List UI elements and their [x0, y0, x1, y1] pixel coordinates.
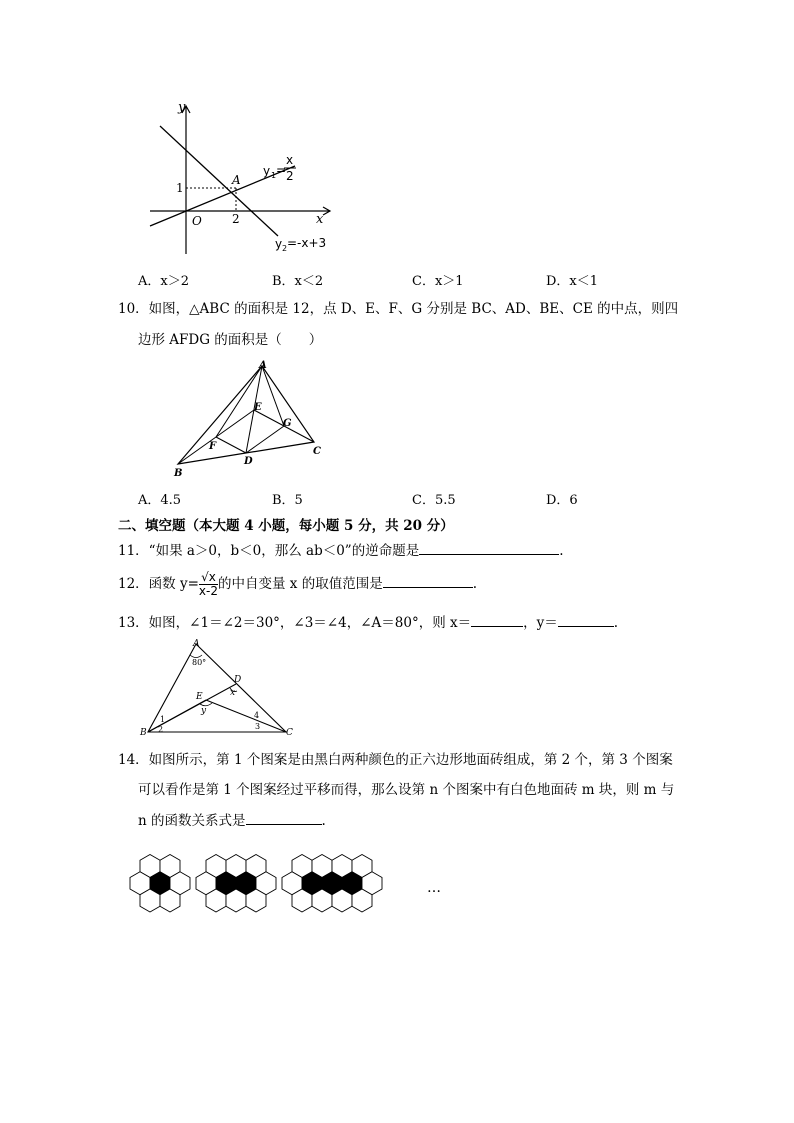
- q11: [118, 540, 564, 560]
- q14-end: .: [321, 813, 326, 829]
- q9-option-b: B．x＜2: [272, 274, 324, 289]
- label-f: F: [209, 441, 217, 452]
- label-angle-4: 4: [254, 711, 260, 720]
- label-d: D: [244, 456, 253, 467]
- q12: [118, 566, 477, 602]
- q12-answer-blank[interactable]: [383, 573, 473, 588]
- label-angle-3: 3: [255, 722, 261, 731]
- q14-line2: 可以看作是第 1 个图案经过平移而得，那么设第 n 个图案中有白色地面砖 m 块，则 m 与: [138, 782, 675, 798]
- q9-option-d: D．x＜1: [546, 274, 599, 289]
- q10-option-a: A．4.5: [138, 493, 182, 508]
- q13: [118, 612, 618, 632]
- y2-sub: 2: [282, 244, 288, 253]
- q14-line1: 14．如图所示，第 1 个图案是由黑白两种颜色的正六边形地面砖组成，第 2 个，第 3 个图案: [118, 752, 673, 768]
- q12-post: 的中自变量 x 的取值范围是: [218, 576, 383, 592]
- label-a: A: [259, 360, 267, 371]
- q14-line3-text: n 的函数关系式是: [138, 813, 246, 829]
- y2-eq: =-x+3: [287, 236, 327, 250]
- q9-option-a: A．x＞2: [138, 274, 189, 289]
- q13-triangle-figure: [138, 638, 298, 738]
- tick-1-label: 1: [176, 181, 184, 195]
- section-2-heading: 二、填空题（本大题 4 小题，每小题 5 分，共 20 分）: [118, 518, 454, 534]
- q13-text: 13．如图，∠1＝∠2＝30°，∠3＝∠4，∠A＝80°，则 x＝: [118, 615, 472, 631]
- q12-denominator: x-2: [198, 584, 218, 598]
- y1-label: y: [263, 164, 271, 178]
- q10-option-d: D．6: [546, 493, 578, 508]
- label-e: E: [196, 692, 203, 702]
- q13-mid: ，y＝: [523, 615, 558, 631]
- q10-triangle-figure: [168, 358, 338, 480]
- q13-end: .: [613, 615, 619, 631]
- label-angle-80: 80°: [192, 658, 207, 667]
- tick-2-label: 2: [232, 212, 240, 226]
- origin-label: O: [192, 214, 202, 228]
- y1-den: 2: [286, 169, 294, 183]
- label-b: B: [174, 468, 183, 479]
- q14-hexagon-patterns: [125, 852, 455, 924]
- q11-end: .: [559, 543, 564, 559]
- y2-label: y: [275, 237, 283, 251]
- label-angle-2: 2: [158, 725, 164, 734]
- label-angle-1: 1: [160, 715, 166, 724]
- q10-text-line1: 10．如图，△ABC 的面积是 12，点 D、E、F、G 分别是 BC、AD、BE、CE 的中点，则四: [118, 301, 679, 317]
- q11-text: 11．“如果 a＞0，b＜0，那么 ab＜0”的逆命题是: [118, 543, 420, 559]
- x-axis-label: x: [316, 212, 324, 227]
- q12-numerator: √x: [199, 571, 218, 585]
- label-g: G: [283, 418, 292, 429]
- label-x: x: [230, 688, 236, 698]
- q12-pre: 12．函数 y=: [118, 576, 199, 592]
- q10-text-line2: 边形 AFDG 的面积是（ ）: [138, 332, 323, 348]
- q13-x-blank[interactable]: [471, 612, 523, 627]
- q11-answer-blank[interactable]: [419, 540, 559, 555]
- y-axis-label: y: [178, 100, 186, 115]
- point-a-label: A: [232, 173, 241, 187]
- q13-y-blank[interactable]: [558, 612, 614, 627]
- y1-num: x: [286, 153, 294, 167]
- ellipsis: …: [427, 880, 441, 896]
- label-b: B: [140, 728, 147, 738]
- y1-eq: =: [276, 163, 287, 177]
- label-y: y: [201, 706, 207, 716]
- label-e: E: [254, 402, 262, 413]
- y1-sub: 1: [271, 171, 277, 180]
- q12-end: .: [472, 576, 477, 592]
- label-d: D: [234, 675, 242, 685]
- q10-option-c: C．5.5: [412, 493, 456, 508]
- label-c: C: [313, 446, 321, 457]
- q9-graph: [140, 96, 340, 256]
- q14-answer-blank[interactable]: [246, 810, 322, 825]
- q14-line3: [138, 810, 326, 830]
- q9-option-c: C．x＞1: [412, 274, 464, 289]
- label-a: A: [193, 639, 200, 649]
- label-c: C: [286, 728, 293, 738]
- q10-option-b: B．5: [272, 493, 303, 508]
- q12-fraction: [199, 571, 218, 598]
